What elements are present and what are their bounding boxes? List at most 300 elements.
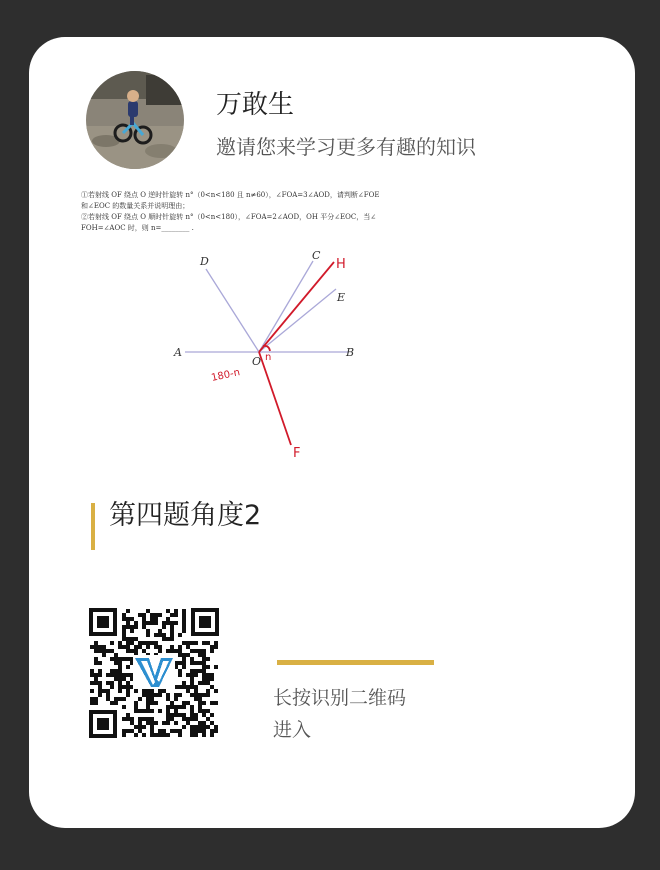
qr-module — [202, 733, 206, 737]
qr-module — [110, 657, 114, 661]
qr-module — [194, 697, 198, 701]
qr-module — [134, 705, 138, 709]
qr-module — [150, 725, 154, 729]
qr-module — [94, 677, 98, 681]
qr-module — [94, 673, 98, 677]
qr-module — [134, 621, 138, 625]
qr-module — [134, 625, 138, 629]
qr-module — [190, 729, 194, 733]
qr-module — [206, 677, 210, 681]
qr-module — [114, 677, 118, 681]
qr-module — [182, 681, 186, 685]
qr-module — [130, 629, 134, 633]
qr-module — [158, 645, 162, 649]
qr-module — [154, 617, 158, 621]
qr-module — [158, 733, 162, 737]
qr-module — [158, 649, 162, 653]
qr-module — [202, 649, 206, 653]
qr-module — [98, 649, 102, 653]
qr-module — [166, 697, 170, 701]
qr-module — [106, 697, 110, 701]
qr-module — [182, 661, 186, 665]
qr-module — [210, 677, 214, 681]
qr-module — [182, 609, 186, 613]
qr-module — [146, 701, 150, 705]
qr-module — [98, 645, 102, 649]
qr-module — [122, 625, 126, 629]
qr-module — [166, 621, 170, 625]
qr-module — [174, 609, 178, 613]
qr-module — [162, 625, 166, 629]
qr-module — [182, 613, 186, 617]
qr-module — [126, 649, 130, 653]
ray-oe — [259, 289, 336, 352]
qr-module — [150, 613, 154, 617]
qr-module — [214, 641, 218, 645]
qr-module — [202, 721, 206, 725]
qr-module — [186, 685, 190, 689]
qr-module — [130, 729, 134, 733]
qr-module — [194, 685, 198, 689]
qr-module — [166, 649, 170, 653]
qr-module — [134, 709, 138, 713]
qr-module — [114, 653, 118, 657]
qr-module — [158, 613, 162, 617]
qr-module — [130, 717, 134, 721]
qr-code[interactable] — [89, 608, 219, 738]
qr-module — [122, 637, 126, 641]
qr-module — [102, 645, 106, 649]
qr-module — [162, 721, 166, 725]
qr-module — [138, 729, 142, 733]
qr-module — [174, 705, 178, 709]
qr-module — [182, 625, 186, 629]
qr-module — [150, 693, 154, 697]
qr-module — [198, 721, 202, 725]
qr-module — [198, 729, 202, 733]
qr-module — [202, 641, 206, 645]
qr-module — [98, 693, 102, 697]
qr-module — [102, 649, 106, 653]
qr-module — [186, 689, 190, 693]
qr-module — [118, 677, 122, 681]
qr-module — [178, 705, 182, 709]
qr-module — [122, 733, 126, 737]
qr-module — [126, 621, 130, 625]
qr-module — [198, 693, 202, 697]
qr-module — [194, 693, 198, 697]
qr-module — [190, 677, 194, 681]
qr-module — [90, 701, 94, 705]
qr-module — [178, 693, 182, 697]
label-f: F — [293, 446, 301, 461]
qr-module — [170, 645, 174, 649]
qr-module — [102, 653, 106, 657]
qr-module — [94, 645, 98, 649]
qr-module — [90, 669, 94, 673]
qr-module — [110, 649, 114, 653]
qr-module — [202, 665, 206, 669]
qr-module — [202, 725, 206, 729]
qr-module — [98, 685, 102, 689]
qr-module — [202, 677, 206, 681]
qr-module — [110, 673, 114, 677]
qr-module — [126, 641, 130, 645]
qr-module — [210, 685, 214, 689]
qr-module — [142, 733, 146, 737]
qr-module — [170, 625, 174, 629]
qr-module — [190, 713, 194, 717]
qr-module — [110, 681, 114, 685]
qr-module — [190, 641, 194, 645]
qr-module — [154, 621, 158, 625]
qr-module — [154, 733, 158, 737]
qr-module — [174, 649, 178, 653]
qr-module — [170, 729, 174, 733]
share-card — [29, 37, 635, 828]
qr-module — [170, 633, 174, 637]
qr-module — [138, 641, 142, 645]
qr-module — [130, 721, 134, 725]
qr-module — [122, 717, 126, 721]
qr-module — [130, 625, 134, 629]
qr-module — [170, 649, 174, 653]
qr-module — [118, 661, 122, 665]
qr-finder-top-right — [191, 608, 219, 636]
qr-module — [178, 633, 182, 637]
qr-module — [134, 733, 138, 737]
qr-module — [170, 705, 174, 709]
qr-module — [134, 689, 138, 693]
qr-module — [194, 725, 198, 729]
qr-module — [110, 701, 114, 705]
qr-module — [122, 613, 126, 617]
qr-module — [170, 613, 174, 617]
qr-module — [106, 649, 110, 653]
qr-module — [198, 669, 202, 673]
qr-module — [142, 709, 146, 713]
qr-module — [138, 717, 142, 721]
qr-module — [142, 621, 146, 625]
qr-module — [198, 705, 202, 709]
qr-module — [190, 693, 194, 697]
qr-module — [198, 661, 202, 665]
qr-module — [126, 685, 130, 689]
qr-module — [190, 709, 194, 713]
qr-module — [214, 689, 218, 693]
qr-module — [94, 657, 98, 661]
qr-module — [154, 701, 158, 705]
label-e: E — [337, 291, 346, 304]
qr-module — [214, 665, 218, 669]
qr-module — [214, 701, 218, 705]
qr-module — [206, 681, 210, 685]
avatar-photo — [86, 71, 184, 169]
qr-finder-bottom-left — [89, 710, 117, 738]
qr-module — [174, 697, 178, 701]
qr-module — [94, 649, 98, 653]
qr-module — [150, 709, 154, 713]
qr-module — [190, 725, 194, 729]
qr-module — [210, 645, 214, 649]
qr-module — [198, 681, 202, 685]
qr-module — [146, 645, 150, 649]
qr-module — [90, 673, 94, 677]
qr-module — [186, 721, 190, 725]
qr-module — [182, 717, 186, 721]
qr-module — [166, 709, 170, 713]
qr-module — [146, 633, 150, 637]
qr-module — [166, 637, 170, 641]
qr-module — [190, 669, 194, 673]
qr-module — [98, 673, 102, 677]
qr-module — [138, 645, 142, 649]
qr-module — [134, 645, 138, 649]
qr-module — [194, 641, 198, 645]
qr-module — [138, 709, 142, 713]
qr-module — [126, 713, 130, 717]
qr-module — [126, 617, 130, 621]
qr-module — [206, 689, 210, 693]
qr-module — [126, 673, 130, 677]
qr-module — [178, 661, 182, 665]
qr-module — [182, 705, 186, 709]
ray-od — [206, 269, 259, 352]
qr-module — [194, 713, 198, 717]
qr-module — [202, 661, 206, 665]
qr-module — [166, 693, 170, 697]
qr-module — [146, 609, 150, 613]
qr-module — [138, 721, 142, 725]
problem-line: 和∠EOC 的数量关系并说明理由； — [81, 202, 190, 210]
qr-module — [142, 689, 146, 693]
qr-module — [198, 653, 202, 657]
qr-module — [178, 669, 182, 673]
qr-module — [126, 625, 130, 629]
qr-module — [114, 697, 118, 701]
qr-module — [90, 697, 94, 701]
qr-module — [90, 681, 94, 685]
qr-module — [138, 613, 142, 617]
qr-module — [142, 613, 146, 617]
qr-module — [154, 641, 158, 645]
qr-module — [210, 733, 214, 737]
qr-module — [158, 693, 162, 697]
qr-module — [214, 645, 218, 649]
label-a: A — [174, 346, 182, 359]
post-title: 第四题角度2 — [109, 500, 262, 531]
qr-module — [178, 729, 182, 733]
qr-module — [158, 729, 162, 733]
qr-module — [158, 689, 162, 693]
qr-module — [142, 693, 146, 697]
qr-module — [118, 685, 122, 689]
qr-module — [178, 733, 182, 737]
qr-module — [206, 717, 210, 721]
qr-module — [122, 705, 126, 709]
qr-module — [174, 713, 178, 717]
qr-module — [178, 653, 182, 657]
qr-module — [182, 629, 186, 633]
geometry-figure — [169, 245, 369, 465]
qr-module — [146, 721, 150, 725]
qr-module — [126, 665, 130, 669]
qr-module — [214, 729, 218, 733]
qr-module — [98, 689, 102, 693]
qr-module — [122, 673, 126, 677]
qr-module — [170, 637, 174, 641]
qr-module — [146, 717, 150, 721]
qr-module — [198, 725, 202, 729]
angle-note: 180-n — [210, 367, 242, 384]
qr-module — [206, 673, 210, 677]
qr-module — [134, 637, 138, 641]
qr-module — [174, 729, 178, 733]
qr-module — [166, 733, 170, 737]
qr-module — [166, 713, 170, 717]
qr-module — [150, 689, 154, 693]
qr-module — [146, 621, 150, 625]
qr-module — [182, 713, 186, 717]
qr-module — [118, 669, 122, 673]
qr-module — [194, 733, 198, 737]
qr-module — [182, 653, 186, 657]
qr-module — [146, 697, 150, 701]
qr-module — [154, 633, 158, 637]
qr-module — [162, 637, 166, 641]
qr-module — [190, 681, 194, 685]
qr-module — [106, 673, 110, 677]
qr-module — [166, 717, 170, 721]
qr-module — [190, 661, 194, 665]
qr-module — [142, 617, 146, 621]
qr-module — [174, 613, 178, 617]
qr-module — [174, 721, 178, 725]
qr-module — [150, 733, 154, 737]
qr-module — [122, 685, 126, 689]
qr-module — [186, 717, 190, 721]
qr-module — [122, 729, 126, 733]
qr-module — [198, 697, 202, 701]
qr-module — [170, 629, 174, 633]
qr-module — [202, 681, 206, 685]
qr-module — [174, 621, 178, 625]
qr-module — [178, 685, 182, 689]
qr-module — [174, 709, 178, 713]
qr-module — [210, 713, 214, 717]
qr-module — [98, 661, 102, 665]
qr-module — [198, 649, 202, 653]
qr-module — [170, 717, 174, 721]
qr-module — [170, 621, 174, 625]
qr-module — [114, 701, 118, 705]
qr-module — [178, 649, 182, 653]
qr-module — [142, 641, 146, 645]
qr-module — [150, 641, 154, 645]
problem-text — [81, 190, 380, 234]
qr-module — [190, 733, 194, 737]
qr-module — [150, 717, 154, 721]
qr-module — [190, 657, 194, 661]
qr-module — [114, 657, 118, 661]
qr-module — [162, 633, 166, 637]
qr-module — [162, 733, 166, 737]
qr-hint-line1: 长按识别二维码 — [273, 687, 407, 709]
qr-module — [118, 665, 122, 669]
qr-module — [122, 633, 126, 637]
qr-module — [182, 725, 186, 729]
qr-module — [150, 621, 154, 625]
qr-module — [150, 617, 154, 621]
qr-module — [118, 673, 122, 677]
decor-gold-line — [277, 660, 434, 665]
qr-module — [134, 701, 138, 705]
qr-module — [154, 721, 158, 725]
qr-module — [150, 701, 154, 705]
qr-module — [126, 657, 130, 661]
qr-module — [206, 693, 210, 697]
qr-module — [214, 725, 218, 729]
qr-module — [194, 649, 198, 653]
qr-module — [210, 649, 214, 653]
qr-module — [142, 649, 146, 653]
qr-module — [206, 657, 210, 661]
qr-module — [110, 685, 114, 689]
qr-module — [206, 641, 210, 645]
qr-module — [210, 729, 214, 733]
qr-module — [126, 689, 130, 693]
qr-module — [122, 645, 126, 649]
qr-module — [202, 729, 206, 733]
qr-module — [182, 641, 186, 645]
qr-module — [126, 645, 130, 649]
qr-module — [178, 673, 182, 677]
qr-module — [110, 641, 114, 645]
qr-module — [138, 725, 142, 729]
qr-module — [210, 673, 214, 677]
label-h: H — [336, 257, 346, 272]
qr-module — [186, 645, 190, 649]
qr-module — [178, 645, 182, 649]
qr-module — [190, 649, 194, 653]
qr-module — [126, 637, 130, 641]
qr-module — [118, 641, 122, 645]
qr-module — [146, 709, 150, 713]
qr-module — [118, 657, 122, 661]
qr-module — [182, 701, 186, 705]
qr-hint — [273, 682, 406, 746]
qr-module — [146, 629, 150, 633]
qr-module — [90, 689, 94, 693]
qr-module — [118, 681, 122, 685]
qr-module — [146, 693, 150, 697]
qr-module — [158, 709, 162, 713]
qr-module — [202, 693, 206, 697]
qr-module — [118, 645, 122, 649]
qr-module — [154, 645, 158, 649]
qr-module — [202, 653, 206, 657]
ray-oh — [259, 262, 334, 352]
qr-module — [134, 725, 138, 729]
qr-module — [182, 621, 186, 625]
qr-module — [150, 721, 154, 725]
qr-module — [202, 709, 206, 713]
label-b: B — [346, 346, 355, 359]
qr-module — [210, 721, 214, 725]
qr-module — [194, 689, 198, 693]
qr-module — [162, 689, 166, 693]
qr-module — [202, 701, 206, 705]
